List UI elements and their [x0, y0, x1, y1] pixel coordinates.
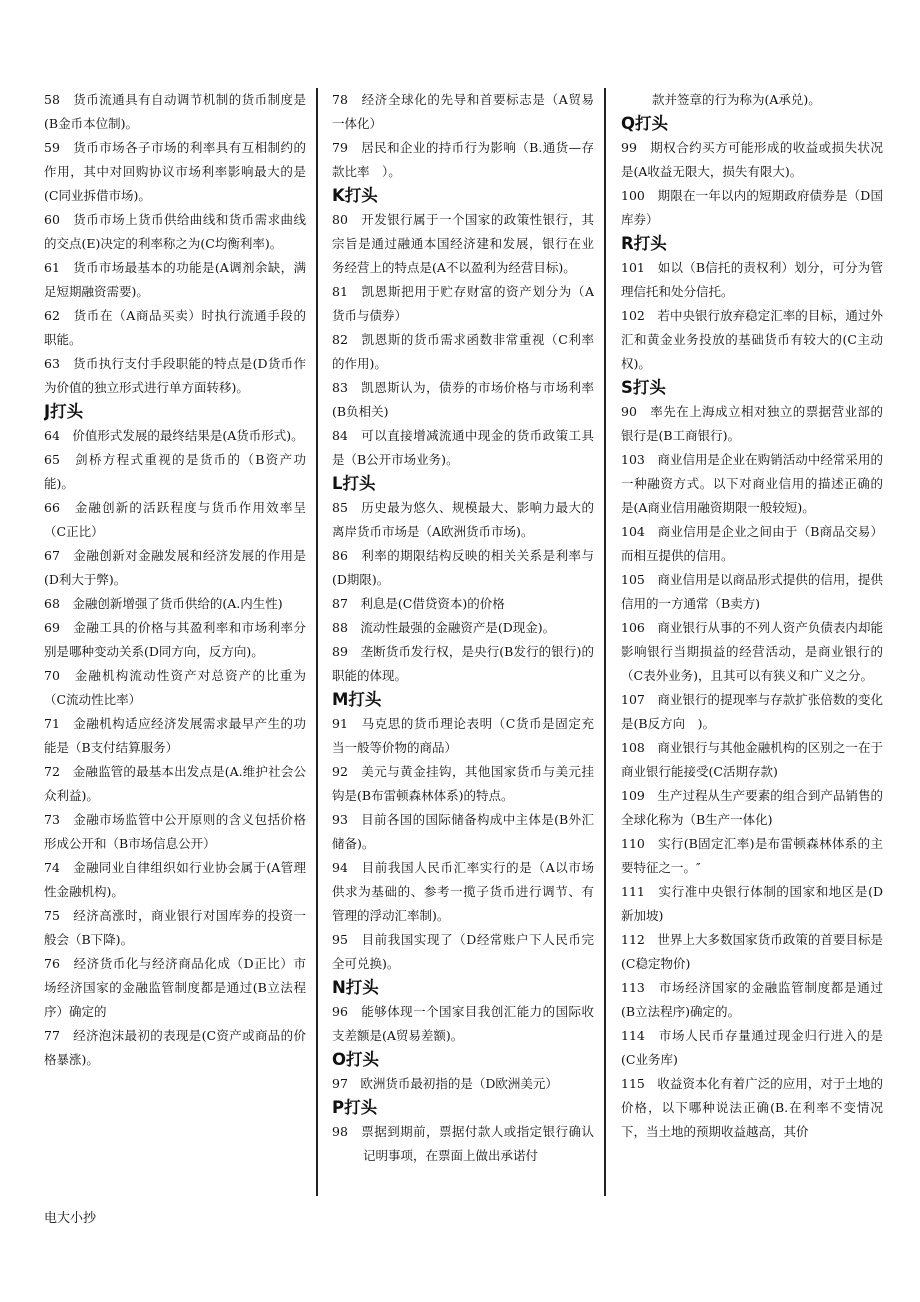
section-heading: M打头 — [332, 690, 382, 709]
question-item: 96 能够体现一个国家目我创汇能力的国际收支差额是(A贸易差额)。 — [332, 1004, 594, 1043]
section-heading: L打头 — [332, 474, 376, 493]
question-item: 88 流动性最强的金融资产是(D现金)。 — [332, 620, 556, 635]
section-heading: Q打头 — [621, 114, 669, 133]
question-item: 74 金融同业自律组织如行业协会属于(A管理性金融机构)。 — [44, 860, 306, 899]
column-divider — [316, 88, 318, 1196]
question-item: 58 货币流通具有自动调节机制的货币制度是(B金币本位制)。 — [44, 92, 306, 131]
question-item: 59 货币市场各子市场的利率具有互相制约的作用，其中对回购协议市场利率影响最大的是(C同业拆借市场)。 — [44, 140, 306, 203]
question-item: 81 凯恩斯把用于贮存财富的资产划分为（A货币与债券） — [332, 284, 594, 323]
section-heading: R打头 — [621, 234, 667, 253]
question-item: 99 期权合约买方可能形成的收益或损失状况是(A收益无限大，损失有限大)。 — [621, 140, 883, 179]
question-item: 61 货币市场最基本的功能是(A调剂余缺，满足短期融资需要)。 — [44, 260, 306, 299]
question-item: 85 历史最为悠久、规模最大、影响力最大的离岸货币市场是（A欧洲货币市场)。 — [332, 500, 594, 539]
section-heading: N打头 — [332, 978, 379, 997]
question-item: 84 可以直接增减流通中现金的货币政策工具是（B公开市场业务)。 — [332, 428, 594, 467]
question-item: 90 率先在上海成立相对独立的票据营业部的银行是(B工商银行)。 — [621, 404, 883, 443]
question-item: 105 商业信用是以商品形式提供的信用，提供信用的一方通常（B卖方) — [621, 572, 883, 611]
section-heading: J打头 — [44, 402, 84, 421]
question-item: 67 金融创新对金融发展和经济发展的作用是(D利大于弊)。 — [44, 548, 306, 587]
question-item: 111 实行准中央银行体制的国家和地区是(D新加坡) — [621, 884, 883, 923]
question-item: 102 若中央银行放弃稳定汇率的目标，通过外汇和黄金业务投放的基础货币有较大的(C主动权)。 — [621, 308, 883, 371]
question-item: 86 利率的期限结构反映的相关关系是利率与(D期限)。 — [332, 548, 594, 587]
question-item: 109 生产过程从生产要素的组合到产品销售的全球化称为（B生产一体化) — [621, 788, 883, 827]
question-item: 83 凯恩斯认为，债券的市场价格与市场利率(B负相关) — [332, 380, 594, 419]
column-1 — [44, 88, 306, 1072]
question-item: 106 商业银行从事的不列人资产负债表内却能影响银行当期损益的经营活动，是商业银行的（C表外业务)，且其可以有狭义和广义之分。 — [621, 620, 883, 683]
question-item: 77 经济泡沫最初的表现是(C资产或商品的价格暴涨)。 — [44, 1028, 306, 1067]
section-heading: S打头 — [621, 378, 666, 397]
question-item: 款并签章的行为称为(A承兑)。 — [652, 92, 821, 107]
question-item: 95 目前我国实现了（D经常账户下人民币完全可兑换)。 — [332, 932, 594, 971]
question-item: 92 美元与黄金挂钩，其他国家货币与美元挂钩是(B布雷顿森林体系)的特点。 — [332, 764, 594, 803]
question-item: 71 金融机构适应经济发展需求最早产生的功能是（B支付结算服务） — [44, 716, 306, 755]
question-item: 101 如以（B信托的责权利）划分，可分为管理信托和处分信托。 — [621, 260, 883, 299]
question-item: 69 金融工具的价格与其盈利率和市场利率分别是哪种变动关系(D同方向，反方向)。 — [44, 620, 306, 659]
question-item: 97 欧洲货币最初指的是（D欧洲美元） — [332, 1076, 558, 1091]
question-item: 72 金融监管的最基本出发点是(A.维护社会公众利益)。 — [44, 764, 306, 803]
column-2 — [332, 88, 594, 1168]
question-item: 107 商业银行的提现率与存款扩张倍数的变化是(B反方向 )。 — [621, 692, 883, 731]
question-item: 64 价值形式发展的最终结果是(A货币形式)。 — [44, 428, 304, 443]
question-item: 68 金融创新增强了货币供给的(A.内生性) — [44, 596, 283, 611]
question-item: 114 市场人民币存量通过现金归行进入的是(C业务库) — [621, 1028, 883, 1067]
question-item: 82 凯恩斯的货币需求函数非常重视（C利率的作用)。 — [332, 332, 594, 371]
question-item: 110 实行(B固定汇率)是布雷顿森林体系的主要特征之一。″ — [621, 836, 883, 875]
question-item: 76 经济货币化与经济商品化成（D正比）市场经济国家的金融监管制度都是通过(B立法程序）确定的 — [44, 956, 306, 1019]
question-item: 103 商业信用是企业在购销活动中经常采用的一种融资方式。以下对商业信用的描述正确的是(A商业信用融资期限一般较短)。 — [621, 452, 883, 515]
section-heading: P打头 — [332, 1098, 378, 1117]
question-item: 100 期限在一年以内的短期政府债券是（D国库券） — [621, 188, 883, 227]
question-item: 104 商业信用是企业之间由于（B商品交易）而相互提供的信用。 — [621, 524, 883, 563]
question-item: 108 商业银行与其他金融机构的区别之一在于商业银行能接受(C活期存款) — [621, 740, 883, 779]
question-item: 94 目前我国人民币汇率实行的是（A以市场供求为基础的、参考一揽子货币进行调节、有管理的浮动汇率制)。 — [332, 860, 594, 923]
question-item: 87 利息是(C借贷资本)的价格 — [332, 596, 505, 611]
question-item: 78 经济全球化的先导和首要标志是（A贸易一体化） — [332, 92, 594, 131]
question-item: 80 开发银行属于一个国家的政策性银行，其宗旨是通过融通本国经济建和发展，银行在业务经营上的特点是(A不以盈利为经营目标)。 — [332, 212, 594, 275]
question-item: 60 货币市场上货币供给曲线和货币需求曲线的交点(E)决定的利率称之为(C均衡利率)。 — [44, 212, 306, 251]
question-item: 113 市场经济国家的金融监管制度都是通过(B立法程序)确定的。 — [621, 980, 883, 1019]
question-item: 66 金融创新的活跃程度与货币作用效率呈（C正比） — [44, 500, 306, 539]
section-heading: O打头 — [332, 1050, 380, 1069]
question-item: 93 目前各国的国际储备构成中主体是(B外汇储备)。 — [332, 812, 594, 851]
question-item: 65 剑桥方程式重视的是货币的（B资产功能)。 — [44, 452, 306, 491]
question-item: 75 经济高涨时，商业银行对国库券的投资一般会（B下降)。 — [44, 908, 306, 947]
question-item: 79 居民和企业的持币行为影响（B.通货—存款比率 ）。 — [332, 140, 594, 179]
question-item: 91 马克思的货币理论表明（C货币是固定充当一般等价物的商品） — [332, 716, 594, 755]
question-item: 115 收益资本化有着广泛的应用，对于土地的价格，以下哪种说法正确(B.在利率不变情况下，当土地的预期收益越高，其价 — [621, 1076, 883, 1139]
question-item: 89 垄断货币发行权，是央行(B发行的银行)的职能的体现。 — [332, 644, 594, 683]
column-divider — [604, 88, 606, 1196]
page-footer: 电大小抄 — [44, 1211, 97, 1226]
question-item: 112 世界上大多数国家货币政策的首要目标是(C稳定物价) — [621, 932, 883, 971]
question-item: 63 货币执行支付手段职能的特点是(D货币作为价值的独立形式进行单方面转移)。 — [44, 356, 306, 395]
column-3 — [621, 88, 883, 1144]
question-item: 70 金融机构流动性资产对总资产的比重为（C流动性比率） — [44, 668, 306, 707]
question-item: 62 货币在（A商品买卖）时执行流通手段的职能。 — [44, 308, 306, 347]
section-heading: K打头 — [332, 186, 378, 205]
question-item: 73 金融市场监管中公开原则的含义包括价格形成公开和（B市场信息公开） — [44, 812, 306, 851]
question-item: 98 票据到期前，票据付款人或指定银行确认记明事项，在票面上做出承诺付 — [332, 1124, 594, 1163]
